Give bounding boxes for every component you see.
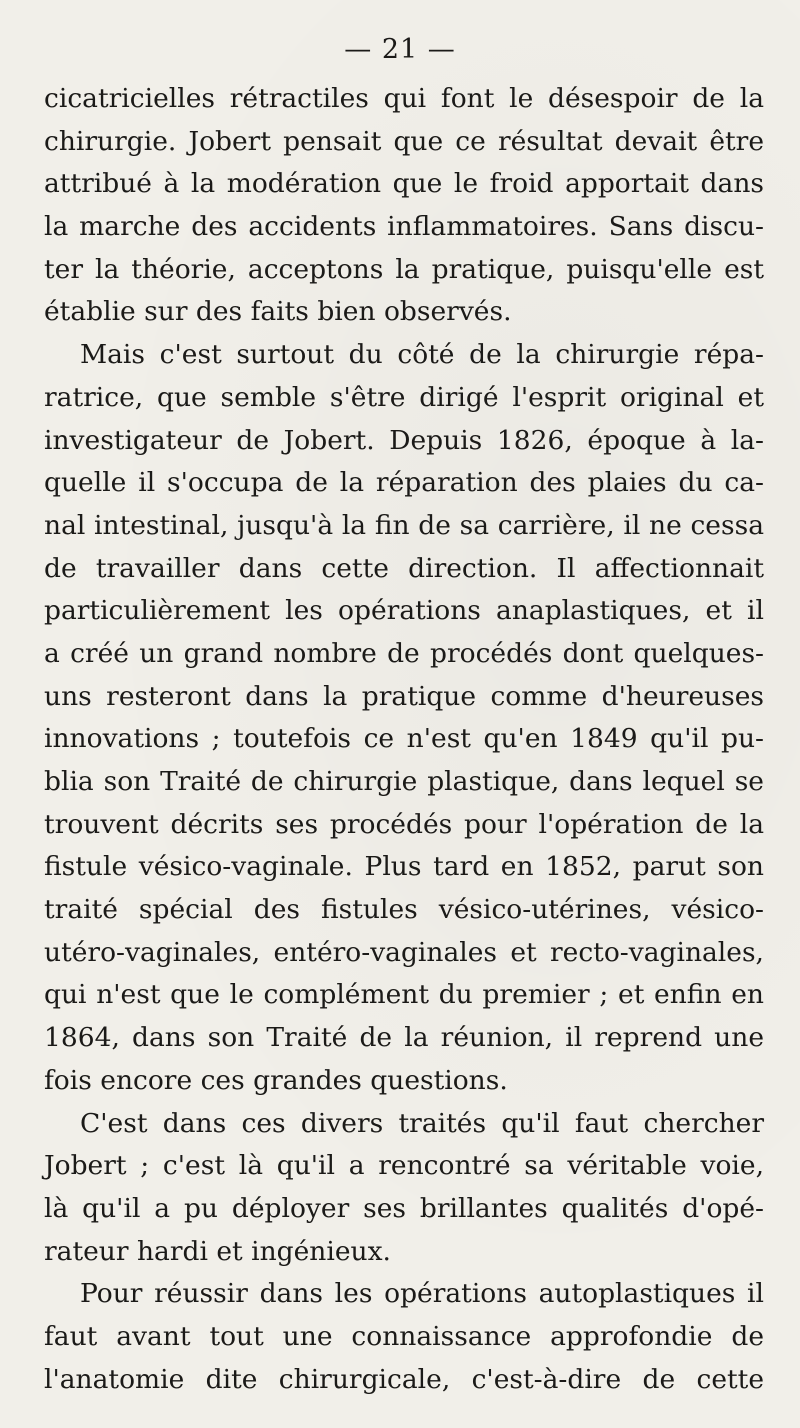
text-line: Jobert ; c'est là qu'il a rencontré sa véritable voie, [44, 1150, 764, 1182]
text-line: trouvent décrits ses procédés pour l'opération de la [44, 808, 764, 840]
text-line: 1864, dans son Traité de la réunion, il reprend une [44, 1022, 764, 1054]
text-line: fois encore ces grandes questions. [44, 1064, 508, 1096]
text-line: particulièrement les opérations anaplastiques, et il [44, 595, 764, 627]
paragraph [44, 1273, 764, 1401]
text-line: établie sur des faits bien observés. [44, 296, 512, 328]
text-line: faut avant tout une connaissance approfondie de [44, 1320, 764, 1352]
text-line: traité spécial des fistules vésico-utérines, vésico- [44, 894, 764, 926]
text-line: ratrice, que semble s'être dirigé l'esprit original et [44, 381, 764, 413]
body-text [44, 78, 764, 1401]
text-line: nal intestinal, jusqu'à la fin de sa carrière, il ne cessa [44, 509, 764, 541]
text-line: ter la théorie, acceptons la pratique, puisqu'elle est [44, 253, 764, 285]
text-line: Pour réussir dans les opérations autoplastiques il [80, 1278, 764, 1310]
text-line: investigateur de Jobert. Depuis 1826, époque à la- [44, 424, 764, 456]
text-line: innovations ; toutefois ce n'est qu'en 1849 qu'il pu- [44, 723, 764, 755]
text-line: C'est dans ces divers traités qu'il faut chercher [80, 1107, 764, 1139]
paragraph [44, 78, 764, 334]
paragraph [44, 1103, 764, 1274]
text-line: cicatricielles rétractiles qui font le désespoir de la [44, 83, 764, 114]
text-line: utéro-vaginales, entéro-vaginales et recto-vaginales, [44, 936, 764, 968]
text-line: chirurgie. Jobert pensait que ce résultat devait être [44, 125, 764, 157]
text-line: attribué à la modération que le froid apportait dans [44, 168, 764, 200]
text-line: de travailler dans cette direction. Il affectionnait [44, 552, 764, 584]
text-line: a créé un grand nombre de procédés dont quelques- [44, 637, 764, 669]
text-line: la marche des accidents inflammatoires. Sans discu- [44, 211, 764, 243]
page-number: — 21 — [344, 34, 456, 65]
text-line: uns resteront dans la pratique comme d'heureuses [44, 680, 764, 712]
paragraph [44, 334, 764, 1102]
text-line: fistule vésico-vaginale. Plus tard en 1852, parut son [44, 851, 764, 883]
text-line: Mais c'est surtout du côté de la chirurgie répa- [80, 339, 764, 371]
text-line: rateur hardi et ingénieux. [44, 1235, 391, 1267]
text-line: l'anatomie dite chirurgicale, c'est-à-dire de cette [44, 1363, 764, 1395]
text-line: là qu'il a pu déployer ses brillantes qualités d'opé- [44, 1192, 764, 1224]
text-line: blia son Traité de chirurgie plastique, dans lequel se [44, 766, 764, 797]
text-line: qui n'est que le complément du premier ; et enfin en [44, 979, 764, 1011]
text-line: quelle il s'occupa de la réparation des plaies du ca- [44, 467, 764, 499]
